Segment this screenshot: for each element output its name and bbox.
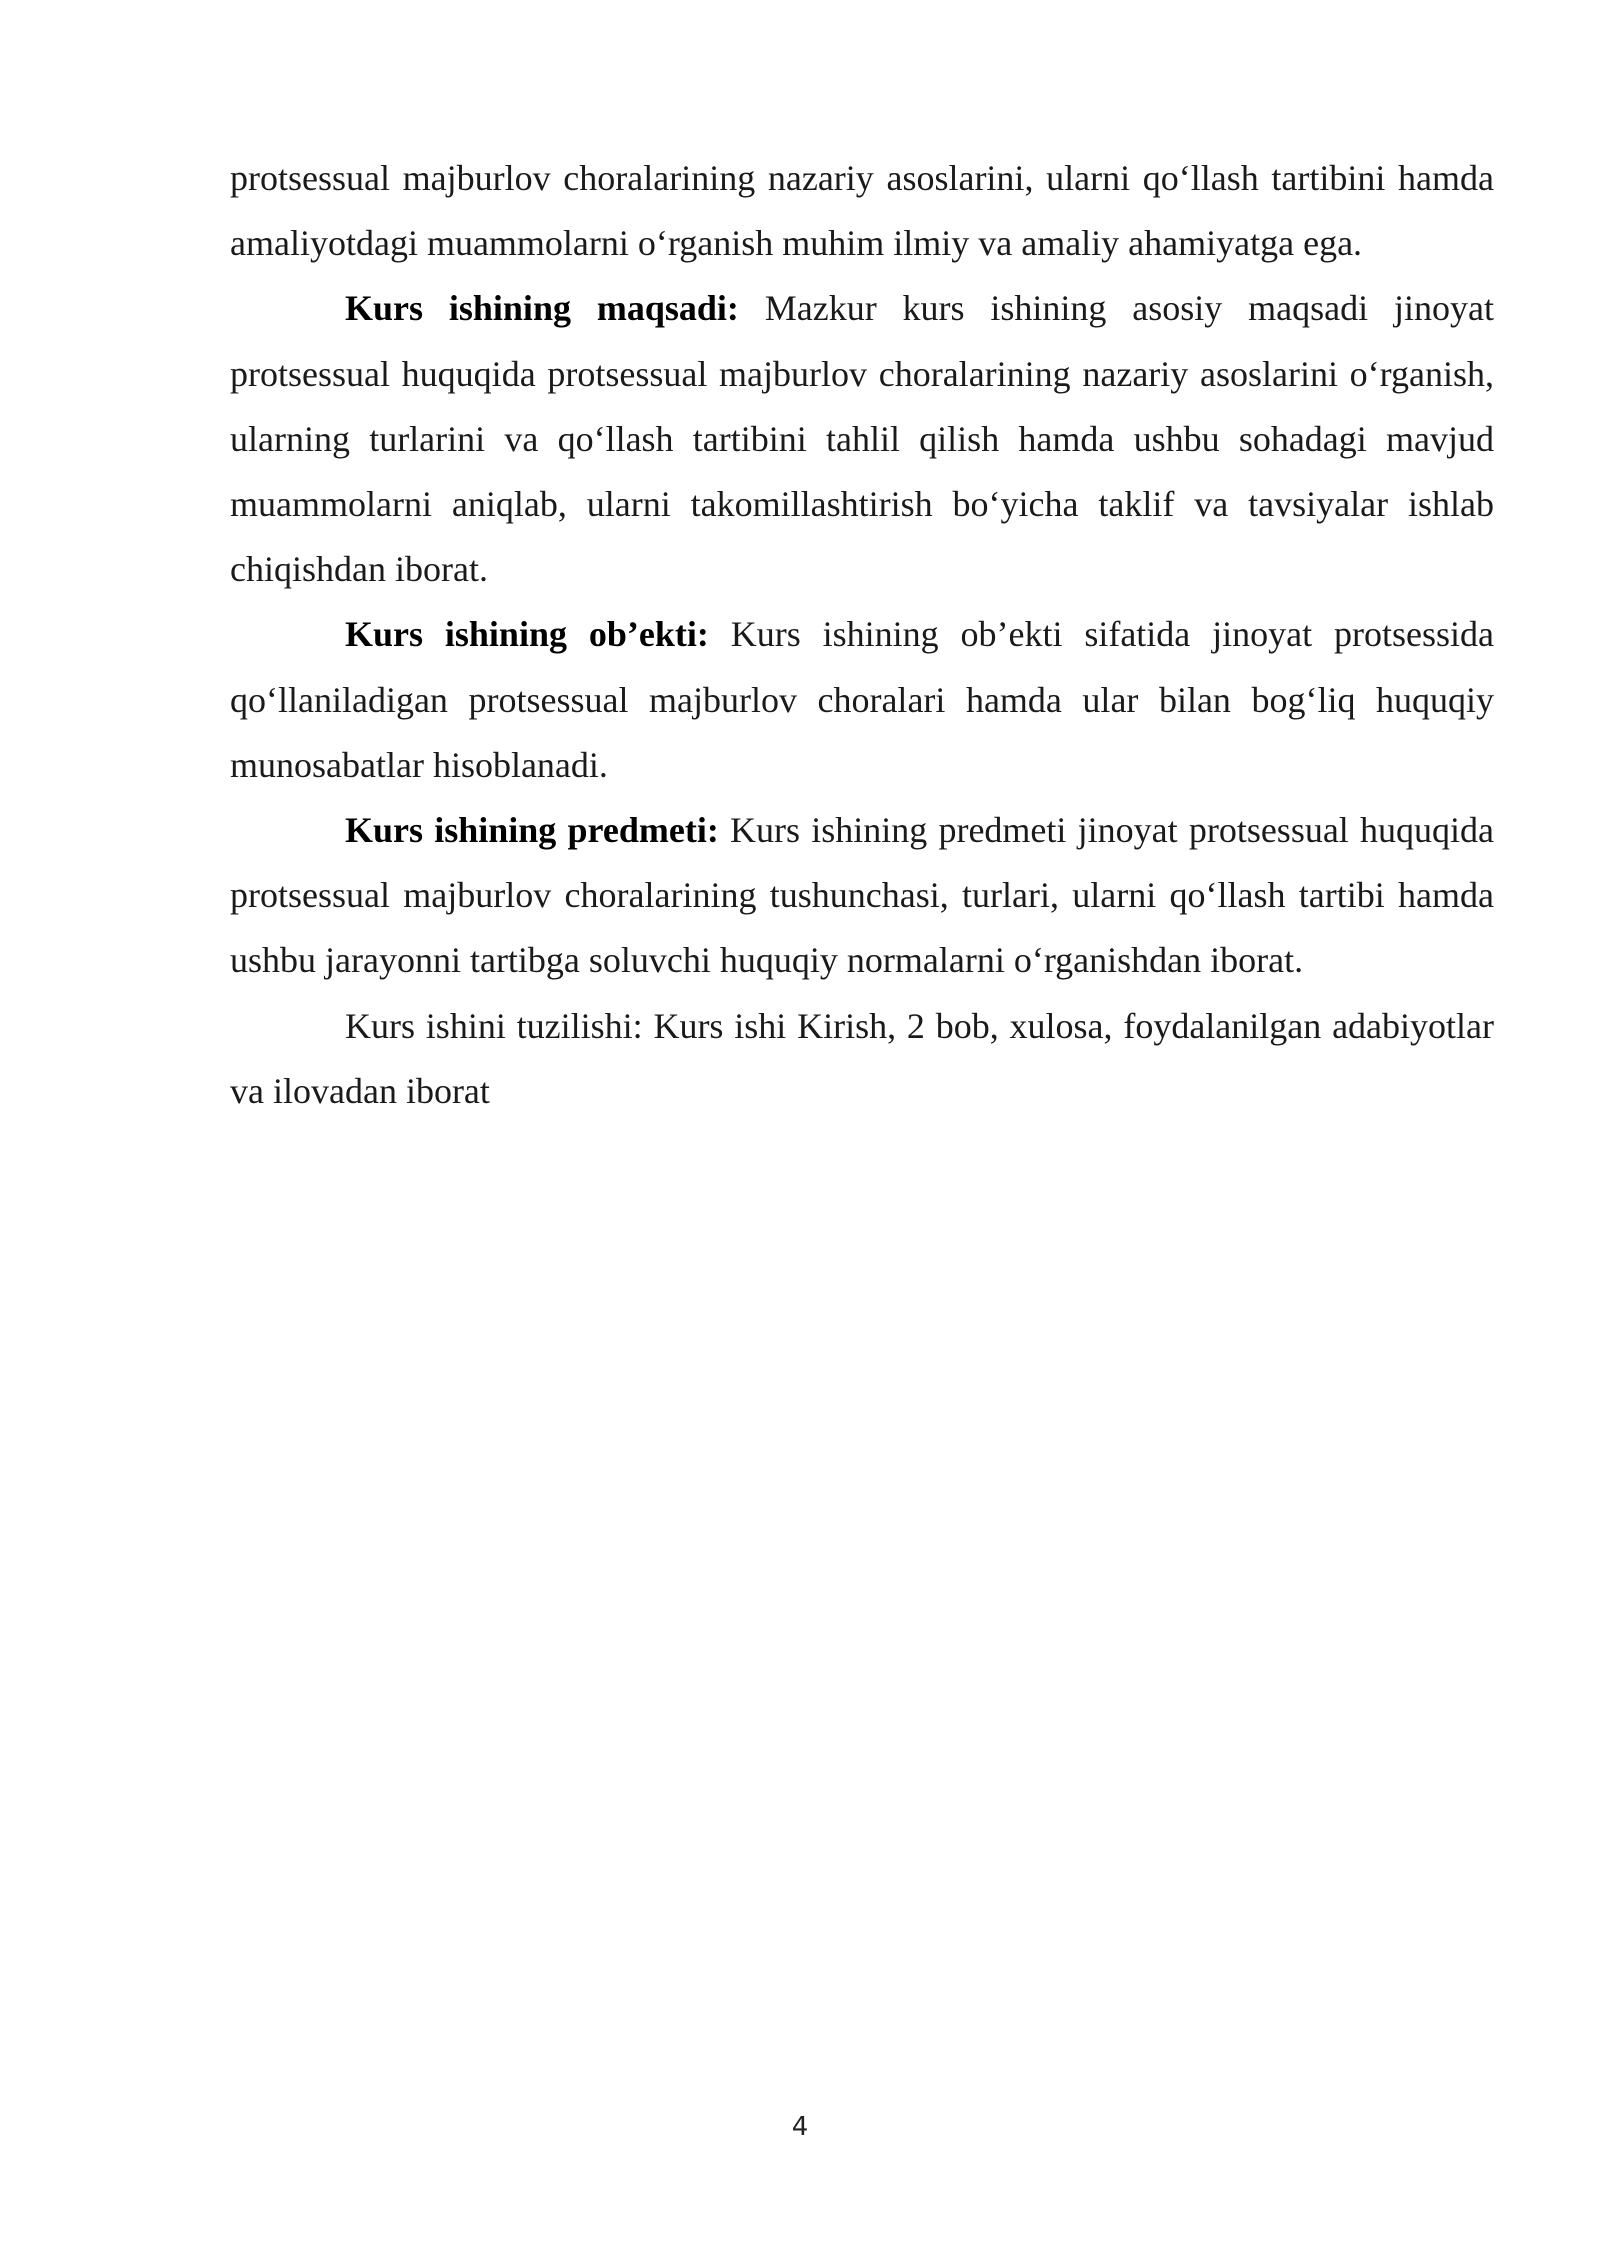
paragraph-intro-end: protsessual majburlov choralarining nazariy asoslarini, ularni qo‘llash tartibini hamda amaliyotdagi muammolarni o‘rganish muhim ilmiy va amaliy ahamiyatga ega. <box>230 158 1494 264</box>
paragraph-tuzilish: Kurs ishini tuzilishi: Kurs ishi Kirish, 2 bob, xulosa, foydalanilgan adabiyotlar va ilovadan iborat <box>230 1005 1494 1111</box>
body-text <box>230 146 1494 1124</box>
obekt-heading: Kurs ishining ob’ekti: <box>345 614 709 655</box>
page-number: 4 <box>791 2112 809 2142</box>
paragraph-predmet <box>230 798 1494 994</box>
predmet-heading: Kurs ishining predmeti: <box>345 810 719 851</box>
obekt-text: Kurs ishining ob’ekti sifatida jinoyat protsessida qo‘llaniladigan protsessual majburlov choralari hamda ular bilan bog‘liq huquqiy munosabatlar hisoblanadi. <box>230 614 1494 785</box>
paragraph-maqsad <box>230 276 1494 602</box>
predmet-text: Kurs ishining predmeti jinoyat protsessual huquqida protsessual majburlov choralarining tushunchasi, turlari, ularni qo‘llash tartibi hamda ushbu jarayonni tartibga soluvchi huquqiy normalarni o‘rganishdan iborat. <box>230 810 1494 981</box>
maqsad-text: Mazkur kurs ishining asosiy maqsadi jinoyat protsessual huquqida protsessual majburlov choralarining nazariy asoslarini o‘rganish, ularning turlarini va qo‘llash tartibini tahlil qilish hamda ushbu sohadagi mavjud muammolarni aniqlab, ularni takomillashtirish bo‘yicha taklif va tavsiyalar ishlab chiqishdan iborat. <box>230 288 1494 590</box>
maqsad-heading: Kurs ishining maqsadi: <box>345 288 739 329</box>
paragraph-obekt <box>230 602 1494 798</box>
